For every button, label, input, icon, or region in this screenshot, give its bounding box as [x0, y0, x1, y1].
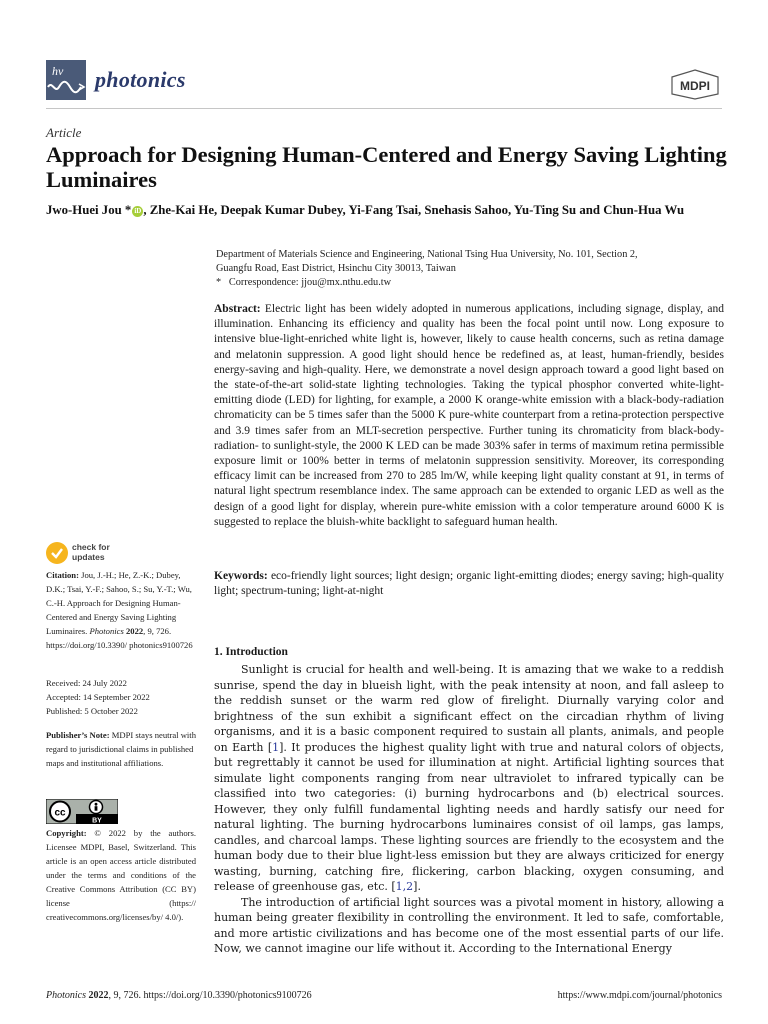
- intro-p1-part-c: ].: [413, 880, 421, 893]
- publisher-note-label: Publisher’s Note:: [46, 730, 110, 740]
- cc-text: cc: [54, 807, 66, 819]
- copyright-label: Copyright:: [46, 828, 87, 838]
- co-authors: , Zhe-Kai He, Deepak Kumar Dubey, Yi-Fang Tsai, Snehasis Sahoo, Yu-Ting Su and Chun-Hua Wu: [143, 203, 685, 217]
- intro-paragraph-2: The introduction of artificial light sources was a pivotal moment in history, allowing a human being greater flexibility in controlling the environment. It led to safe, comfortable, and more artistic civilizations and has become one of the most essential parts of our life. Now, we cannot imagine our life without it. According to the International Energy: [214, 895, 724, 955]
- publication-dates: [46, 676, 198, 718]
- introduction-body: [214, 662, 724, 957]
- check-updates-text: [72, 542, 110, 562]
- footer-journal: Photonics: [46, 990, 86, 1001]
- abstract-text: Electric light has been widely adopted in numerous applications, including signage, display, and illumination. Enhancing its efficiency and quality has been the focal point until now. Long exposure to intensive blue-light-enriched white light is, however, likely to cause health concerns, such as retina damage and melatonin suppression. A good light should hence be redefined as, at least, human-friendly, besides energy-saving and high-quality. Here, we demonstrate a novel design approach toward a good light based on the state-of-the-art solid-state lighting technologies. Taking the typical phosphor converted white-light-emitting diode (LED) for lighting, for example, a 2000 K orange-white emission with a black-body-radiation chromaticity can be 5 times safer than the 5000 K pure-white counterpart from a retina-protection perspective and 3.9 times safer from an MLT-secretion perspective. Further tuning its chromaticity from black-body-radiation- to sunlight-style, the 2000 K LED can be made 303% safer in terms of maximum retina permissible exposure limit or 100% better in terms of melatonin suppression sensitivity. Moreover, its corresponding efficacy limit can be increased from 270 to 285 lm/W, while keeping light quality constant at 91, in terms of natural light spectrum resemblance index. The same approach can be extended to organic LED as well as the design of a good light for display, wherein pure-white emission with a color temperature around 6000 K is suggested to replace the bluish-white backlight to safeguard human health.: [214, 303, 724, 528]
- abstract: [214, 302, 724, 530]
- article-title: Approach for Designing Human-Centered and Energy Saving Lighting Luminaires: [46, 142, 727, 192]
- footer-year: 2022: [88, 990, 109, 1001]
- citation-journal: Photonics: [89, 626, 124, 636]
- check-updates-icon: [46, 542, 68, 564]
- author-list: [46, 203, 746, 218]
- keywords: [214, 569, 724, 599]
- orcid-icon[interactable]: iD: [134, 207, 142, 215]
- citation-block: [46, 568, 198, 652]
- footer-journal-url[interactable]: https://www.mdpi.com/journal/photonics: [557, 990, 722, 1001]
- intro-paragraph-1: [214, 662, 724, 895]
- citation-doi[interactable]: , 9, 726. https://doi.org/10.3390/ photonics9100726: [46, 626, 193, 650]
- affiliation-line-1: Department of Materials Science and Engineering, National Tsing Hua University, No. 101, Section 2,: [216, 249, 638, 260]
- affiliation: [216, 248, 726, 290]
- correspondence: [216, 276, 726, 290]
- citation-ref-1-2[interactable]: 1,2: [395, 880, 414, 893]
- abstract-label: Abstract:: [214, 303, 261, 315]
- intro-p1-part-a: Sunlight is crucial for health and well-being. It is amazing that we wake to a reddish sunrise, spend the day in blueish light, with the peak intensity at noon, and fall asleep to the reddish sunset or the warm red glow of firelight. Diurnally varying color and brightness of the sun exhibit a significant effect on the circadian rhythm of living organisms, and it is a basic component required to sustain all plants, animals, and people on Earth [: [214, 663, 724, 754]
- by-text: BY: [92, 817, 102, 824]
- copyright-notice: [46, 826, 196, 924]
- date-accepted: Accepted: 14 September 2022: [46, 692, 150, 702]
- date-received: Received: 24 July 2022: [46, 678, 127, 688]
- section-heading-introduction: 1. Introduction: [214, 646, 288, 658]
- citation-year: 2022: [125, 626, 144, 636]
- keywords-label: Keywords:: [214, 570, 268, 582]
- keywords-text: eco-friendly light sources; light design; organic light-emitting diodes; energy saving; high-quality light; spectrum-tuning; light-at-night: [214, 570, 724, 598]
- journal-name[interactable]: photonics: [95, 67, 186, 92]
- header-divider: [46, 108, 722, 109]
- citation-ref-1[interactable]: 1: [272, 740, 280, 754]
- affiliation-line-2: Guangfu Road, East District, Hsinchu City 30013, Taiwan: [216, 263, 456, 274]
- publisher-note: [46, 728, 198, 770]
- intro-p1-part-b: ]. It produces the highest quality light with true and natural colors of objects, but regrettably it cannot be used for illumination at night. Artificial lighting sources that simulate light components ranging from near ultraviolet to infrared typically can be classified into two categories: (i) burning hydrocarbons and (b) electrical sources. However, they only fulfill fundamental lighting needs and hardly satisfy our need for natural lighting. The burning hydrocarbons luminaires consist of oil lamps, gas lamps, candles, and charcoal lamps. These lighting sources are friendly to the ecosystem and the human body due to their blue light-less emission but they are always criticized for energy wasting, burning, catching fire, flickering, carbon blacking, oxygen consuming, and release of greenhouse gas, etc. [: [214, 740, 724, 893]
- corr-marker: *: [216, 277, 222, 288]
- footer-doi[interactable]: , 9, 726. https://doi.org/10.3390/photonics9100726: [108, 990, 312, 1001]
- citation-label: Citation:: [46, 570, 79, 580]
- publisher-note-text: MDPI stays neutral with regard to jurisdictional claims in published maps and institutional affiliations.: [46, 730, 196, 768]
- date-published: Published: 5 October 2022: [46, 706, 138, 716]
- check-for-updates-badge[interactable]: [46, 540, 136, 566]
- mdpi-text: MDPI: [680, 79, 710, 93]
- footer-citation: [46, 990, 312, 1001]
- correspondence-email[interactable]: Correspondence: jjou@mx.nthu.edu.tw: [228, 277, 392, 288]
- logo-mark-text: hv: [52, 64, 64, 78]
- corresponding-author[interactable]: Jwo-Huei Jou *: [46, 203, 132, 217]
- journal-logo: [46, 60, 86, 100]
- citation-text: Jou, J.-H.; He, Z.-K.; Dubey, D.K.; Tsai, Y.-F.; Sahoo, S.; Su, Y.-T.; Wu, C.-H. Approach for Designing Human-Centered and Energy Saving Lighting Luminaires.: [46, 570, 192, 636]
- article-type: Article: [46, 125, 82, 140]
- copyright-text: © 2022 by the authors. Licensee MDPI, Basel, Switzerland. This article is an open access article distributed under the terms and conditions of the Creative Commons Attribution (CC BY) license (https:// creativecommons.org/licenses/by/ 4.0/).: [46, 828, 196, 922]
- cc-by-license-badge[interactable]: [46, 799, 118, 824]
- check-updates-line2: updates: [72, 552, 105, 562]
- check-updates-line1: check for: [72, 542, 110, 552]
- mdpi-logo[interactable]: [666, 68, 724, 100]
